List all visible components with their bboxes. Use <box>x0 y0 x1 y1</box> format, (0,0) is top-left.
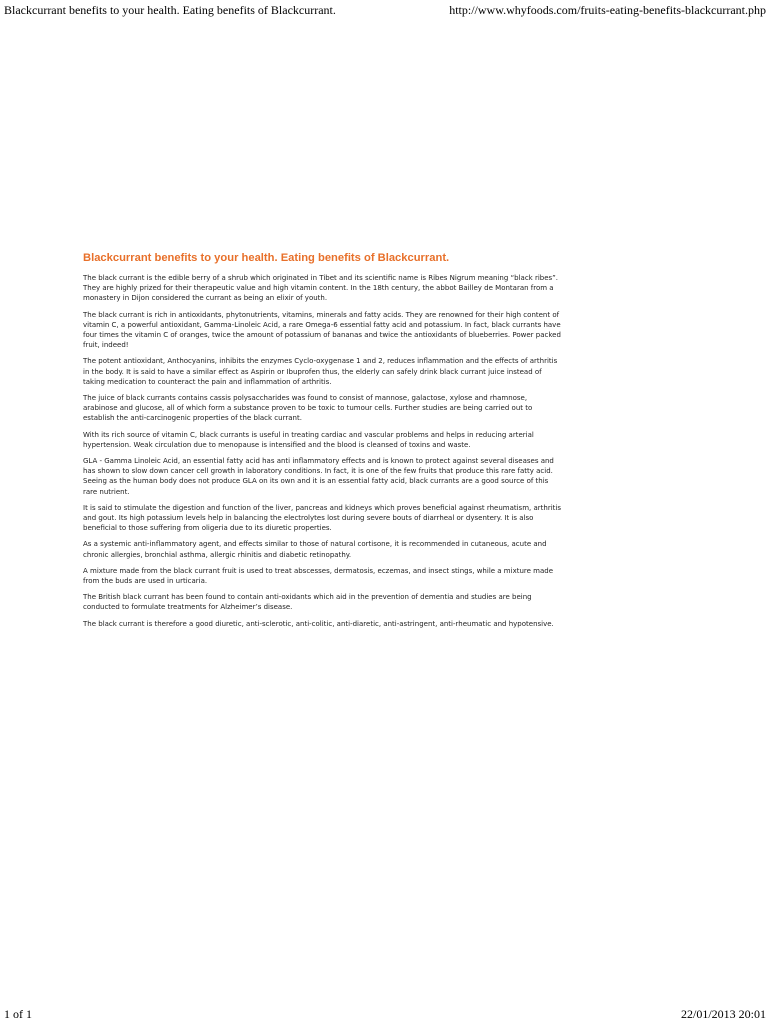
article-paragraph: With its rich source of vitamin C, black currants is useful in treating cardiac and vascular problems and helps in reducing arterial hypertension. Weak circulation due to menopause is intensified and the blood is cleansed of toxins and waste. <box>83 430 534 449</box>
article-paragraph: The black currant is therefore a good diuretic, anti-sclerotic, anti-colitic, anti-diaretic, anti-astringent, anti-rheumatic and hypotensive. <box>83 619 554 628</box>
article-paragraph: The British black currant has been found to contain anti-oxidants which aid in the prevention of dementia and studies are being conducted to formulate treatments for Alzheimer’s disease. <box>83 593 532 612</box>
print-header-url: http://www.whyfoods.com/fruits-eating-benefits-blackcurrant.php <box>449 3 766 17</box>
article-paragraph: A mixture made from the black currant fruit is used to treat abscesses, dermatosis, eczemas, and insect stings, while a mixture made from the buds are used in urticaria. <box>83 566 554 586</box>
page-count: 1 of 1 <box>4 1007 32 1021</box>
article-paragraph: The potent antioxidant, Anthocyanins, inhibits the enzymes Cyclo-oxygenase 1 and 2, reduces inflammation and the effects of arthritis in the body. It is said to have a similar effect as Aspirin or Ibuprofen thus, the elderly can safely drink black currant juice instead of taking medication to counteract the pain and inflammation of arthritis. <box>83 357 558 386</box>
article-paragraph: GLA - Gamma Linoleic Acid, an essential fatty acid has anti inflammatory effects and is known to protect against several diseases and has shown to slow down cancer cell growth in laboratory conditions. In fact, it is one of the few fruits that produce this rare fatty acid. Seeing as the human body does not produce GLA on its own and it is an essential fatty acid, black currants are a good source of this rare nutrient. <box>83 457 554 496</box>
article-paragraph: As a systemic anti-inflammatory agent, and effects similar to those of natural cortisone, it is recommended in cutaneous, acute and chronic allergies, bronchial asthma, allergic rhinitis and diabetic retinopathy. <box>83 540 547 559</box>
print-datetime: 22/01/2013 20:01 <box>680 1007 766 1021</box>
article-paragraph: It is said to stimulate the digestion and function of the liver, pancreas and kidneys which proves beneficial against rheumatism, arthritis and gout. Its high potassium levels help in balancing the electrolytes lost during severe bouts of diarrheal or dysentery. It is also beneficial to those suffering from oligeria due to its diuretic properties. <box>83 503 561 533</box>
article-paragraph: The black currant is rich in antioxidants, phytonutrients, vitamins, minerals and fatty acids. They are renowned for their high content of vitamin C, a powerful antioxidant, Gamma-Linoleic Acid, a rare Omega-6 essential fatty acid and potassium. In fact, black currants have four times the vitamin C of oranges, twice the amount of potassium of bananas and twice the antioxidants of blueberries. Power packed fruit, indeed! <box>83 310 561 350</box>
print-header <box>4 2 766 18</box>
print-footer <box>4 1006 766 1022</box>
print-header-title: Blackcurrant benefits to your health. Eating benefits of Blackcurrant. <box>4 3 336 17</box>
article-paragraph: The black currant is the edible berry of a shrub which originated in Tibet and its scientific name is Ribes Nigrum meaning “black ribes”. They are highly prized for their therapeutic value and high vitamin content. In the 18th century, the abbot Bailley de Montaran from a monastery in Dijon considered the currant as being an elixir of youth. <box>83 274 559 303</box>
article-heading: Blackcurrant benefits to your health. Eating benefits of Blackcurrant. <box>83 252 450 264</box>
article <box>83 251 563 635</box>
article-paragraph: The juice of black currants contains cassis polysaccharides was found to consist of mannose, galactose, xylose and rhamnose, arabinose and glucose, all of which form a substance proven to be toxic to tumour cells. Further studies are being carried out to establish the anti-carcinogenic properties of the black currant. <box>83 394 533 423</box>
